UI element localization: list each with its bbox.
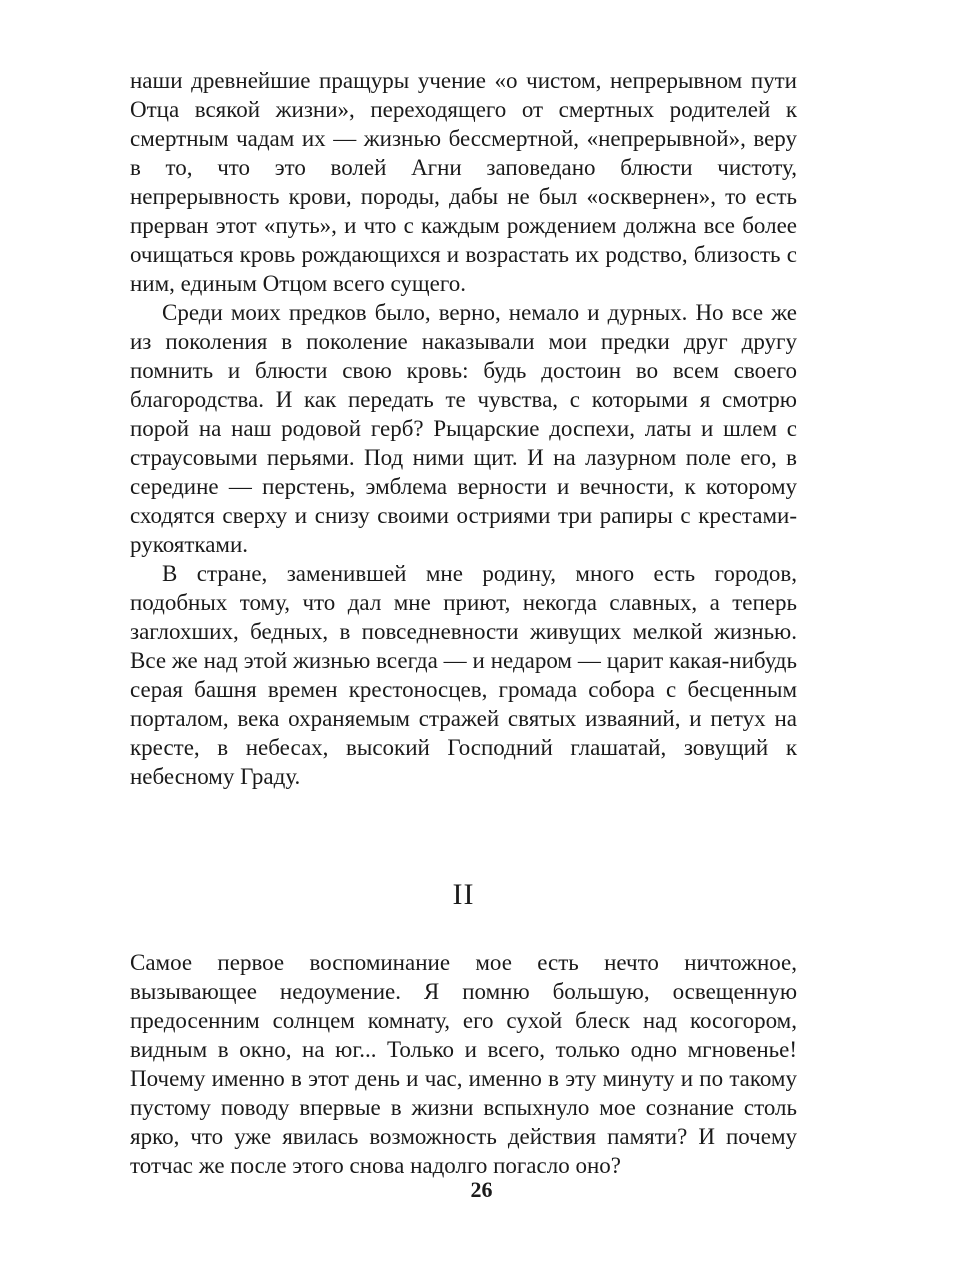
page-body <box>130 66 797 1180</box>
chapter-body <box>130 948 797 1180</box>
paragraph-ancestors: Среди моих предков было, верно, немало и дурных. Но все же из поколения в поколение наказывали мои предки друг другу помнить и блюсти свою кровь: будь достоин во всем своего благородства. И как передать те чувства, с которыми я смотрю порой на наш родовой герб? Рыцарские доспехи, латы и шлем с страусовыми перьями. Под ними щит. И на лазурном поле его, в середине — перстень, эмблема верности и вечности, к которому сходятся сверху и снизу своими остриями три рапиры с крестами-рукоятками. <box>130 300 797 557</box>
page-number: 26 <box>470 1177 493 1202</box>
paragraph-first-memory: Самое первое воспоминание мое есть нечто ничтожное, вызывающее недоумение. Я помню большую, освещенную предосенним солнцем комнату, его сухой блеск над косогором, видным в окно, на юг... Только и всего, только одно мгновенье! Почему именно в этот день и час, именно в эту минуту и по такому пустому поводу впервые в жизни вспыхнуло мое сознание столь ярко, что уже явилась возможность действия памяти? И почему тотчас же после этого снова надолго погасло оно? <box>130 950 797 1178</box>
chapter-heading: II <box>452 878 475 911</box>
section-before <box>130 66 797 791</box>
paragraph-towns: В стране, заменившей мне родину, много есть городов, подобных тому, что дал мне приют, некогда славных, а теперь заглохших, бедных, в повседневности живущих мелкой жизнью. Все же над этой жизнью всегда — и недаром — царит какая-нибудь серая башня времен крестоносцев, громада собора с бесценным порталом, века охраняемым стражей святых изваяний, и петух на кресте, в небесах, высокий Господний глашатай, зовущий к небесному Граду. <box>130 561 797 789</box>
paragraph-continued: наши древнейшие пращуры учение «о чистом, непрерывном пути Отца всякой жизни», переходящего от смертных родителей к смертным чадам их — жизнью бессмертной, «непрерывной», веру в то, что это волей Агни заповедано блюсти чистоту, непрерывность крови, породы, дабы не был «осквернен», то есть прерван этот «путь», и что с каждым рождением должна все более очищаться кровь рождающихся и возрастать их родство, близость с ним, единым Отцом всего сущего. <box>130 68 797 296</box>
